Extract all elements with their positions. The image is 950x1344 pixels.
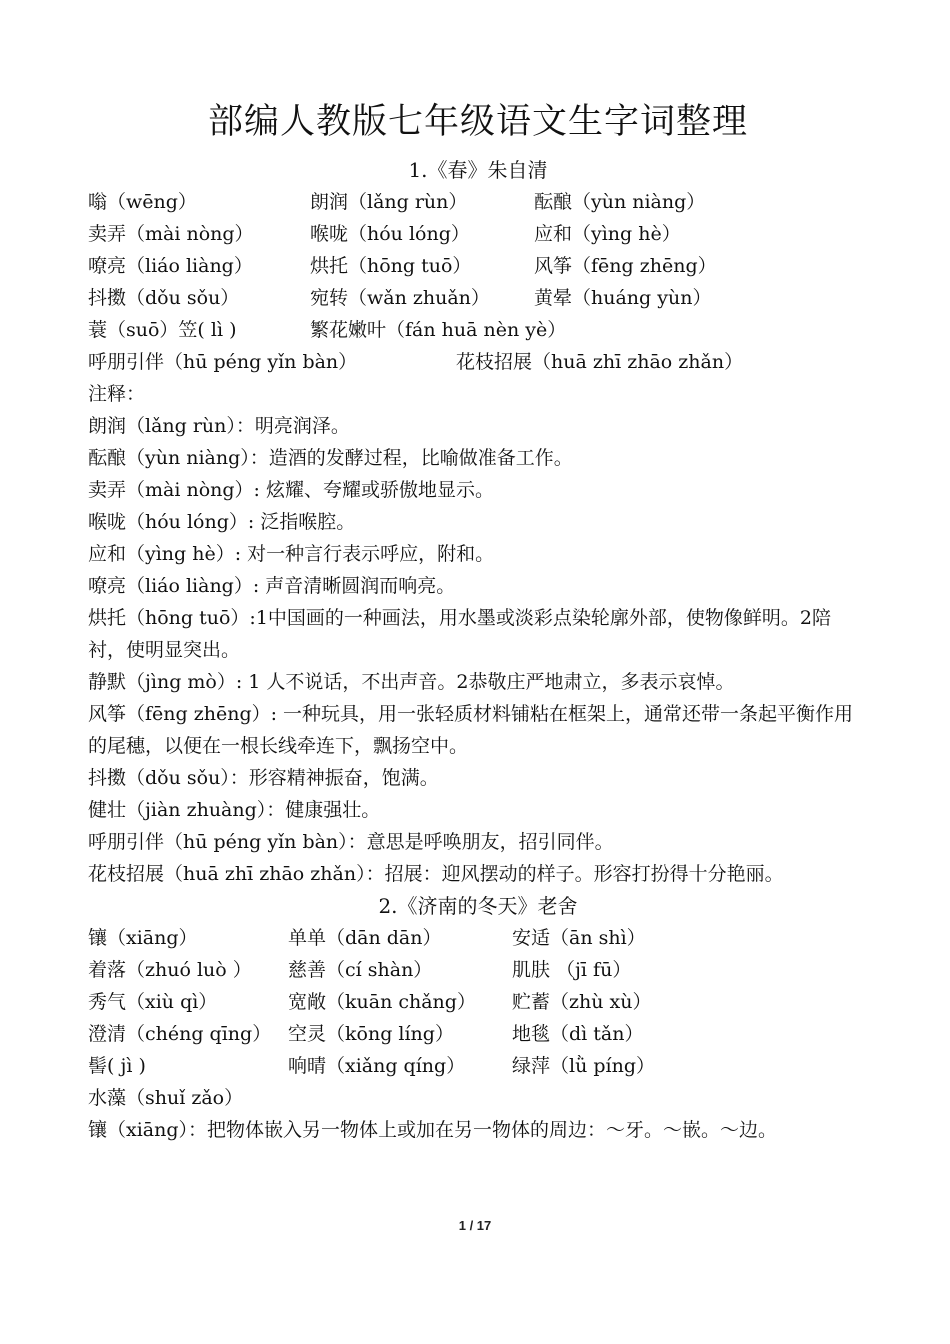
vocab-item: 贮蓄（zhù xù） — [512, 991, 652, 1013]
vocab-row — [88, 1050, 868, 1082]
vocab-item: 花枝招展（huā zhī zhāo zhǎn） — [456, 351, 744, 373]
note-entry: 朗润（lǎng rùn）：明亮润泽。 — [88, 415, 350, 437]
vocab-item: 慈善（cí shàn） — [288, 959, 433, 981]
vocab-item: 澄清（chéng qīng） — [88, 1023, 272, 1045]
vocab-row — [88, 954, 868, 986]
vocab-item: 蓑（suō）笠( lì ) — [88, 319, 237, 341]
notes-label: 注释： — [88, 383, 146, 405]
vocab-item: 烘托（hōng tuō） — [310, 255, 472, 277]
vocab-item: 繁花嫩叶（fán huā nèn yè） — [310, 319, 567, 341]
vocab-item: 空灵（kōng líng） — [288, 1023, 454, 1045]
vocab-item: 响晴（xiǎng qíng） — [288, 1055, 466, 1077]
note-entry: 镶（xiāng）：把物体嵌入另一物体上或加在另一物体的周边：～牙。～嵌。～边。 — [88, 1119, 778, 1141]
note-entry: 酝酿（yùn niàng）：造酒的发酵过程，比喻做准备工作。 — [88, 447, 573, 469]
vocab-item: 着落（zhuó luò ） — [88, 959, 252, 981]
vocab-item: 地毯（dì tǎn） — [512, 1023, 644, 1045]
vocab-item: 风筝（fēng zhēng） — [534, 255, 717, 277]
vocab-item: 髻( jì ) — [88, 1055, 146, 1077]
vocab-row — [88, 1018, 868, 1050]
vocab-item: 酝酿（yùn niàng） — [534, 191, 706, 213]
vocab-row — [88, 986, 868, 1018]
page-number: 1 / 17 — [458, 1218, 492, 1233]
vocab-item: 呼朋引伴（hū péng yǐn bàn） — [88, 351, 358, 373]
note-entry: 风筝（fēng zhēng）: 一种玩具，用一张轻质材料铺粘在框架上，通常还带一条起平衡作用的尾穗，以便在一根长线牵连下，飘扬空中。 — [88, 703, 854, 757]
lesson-1-title: 1.《春》朱自清 — [408, 158, 548, 182]
vocab-row — [88, 314, 868, 346]
note-entry: 静默（jìng mò）: 1 人不说话，不出声音。2恭敬庄严地肃立，多表示哀悼。 — [88, 671, 735, 693]
vocab-row — [88, 282, 868, 314]
note-entry: 嘹亮（liáo liàng）: 声音清晰圆润而响亮。 — [88, 575, 456, 597]
vocab-item: 镶（xiāng） — [88, 927, 198, 949]
note-entry: 卖弄（mài nòng）: 炫耀、夸耀或骄傲地显示。 — [88, 479, 494, 501]
vocab-row — [88, 346, 868, 378]
vocab-row — [88, 1082, 868, 1114]
note-entry: 抖擞（dǒu sǒu）：形容精神振奋，饱满。 — [88, 767, 439, 789]
vocab-item: 嘹亮（liáo liàng） — [88, 255, 253, 277]
vocab-row — [88, 218, 868, 250]
vocab-item: 宛转（wǎn zhuǎn） — [310, 287, 490, 309]
vocab-item: 单单（dān dān） — [288, 927, 442, 949]
vocab-item: 秀气（xiù qì） — [88, 991, 218, 1013]
vocab-item: 卖弄（mài nòng） — [88, 223, 254, 245]
vocab-item: 应和（yìng hè） — [534, 223, 681, 245]
note-entry: 应和（yìng hè）: 对一种言行表示呼应，附和。 — [88, 543, 495, 565]
document-page — [88, 96, 868, 1146]
vocab-row — [88, 922, 868, 954]
vocab-item: 黄晕（huáng yùn） — [534, 287, 712, 309]
vocab-item: 喉咙（hóu lóng） — [310, 223, 470, 245]
vocab-item: 肌肤 （jī fū） — [512, 959, 632, 981]
vocab-item: 抖擞（dǒu sǒu） — [88, 287, 240, 309]
note-entry: 烘托（hōng tuō）:1中国画的一种画法，用水墨或淡彩点染轮廓外部，使物像鲜明。2陪衬，使明显突出。 — [88, 607, 832, 661]
vocab-row — [88, 186, 868, 218]
vocab-item: 水藻（shuǐ zǎo） — [88, 1087, 244, 1109]
note-entry: 呼朋引伴（hū péng yǐn bàn）：意思是呼唤朋友，招引同伴。 — [88, 831, 614, 853]
note-entry: 花枝招展（huā zhī zhāo zhǎn）：招展：迎风摆动的样子。形容打扮得十分艳丽。 — [88, 863, 784, 885]
note-entry: 健壮（jiàn zhuàng）：健康强壮。 — [88, 799, 381, 821]
vocab-item: 宽敞（kuān chǎng） — [288, 991, 476, 1013]
document-title: 部编人教版七年级语文生字词整理 — [207, 102, 748, 142]
vocab-item: 安适（ān shì） — [512, 927, 646, 949]
vocab-item: 嗡（wēng） — [88, 191, 197, 213]
note-entry: 喉咙（hóu lóng）: 泛指喉腔。 — [88, 511, 356, 533]
lesson-2-title: 2.《济南的冬天》老舍 — [378, 894, 578, 918]
vocab-item: 朗润（lǎng rùn） — [310, 191, 468, 213]
vocab-item: 绿萍（lǜ píng） — [512, 1055, 655, 1077]
vocab-row — [88, 250, 868, 282]
